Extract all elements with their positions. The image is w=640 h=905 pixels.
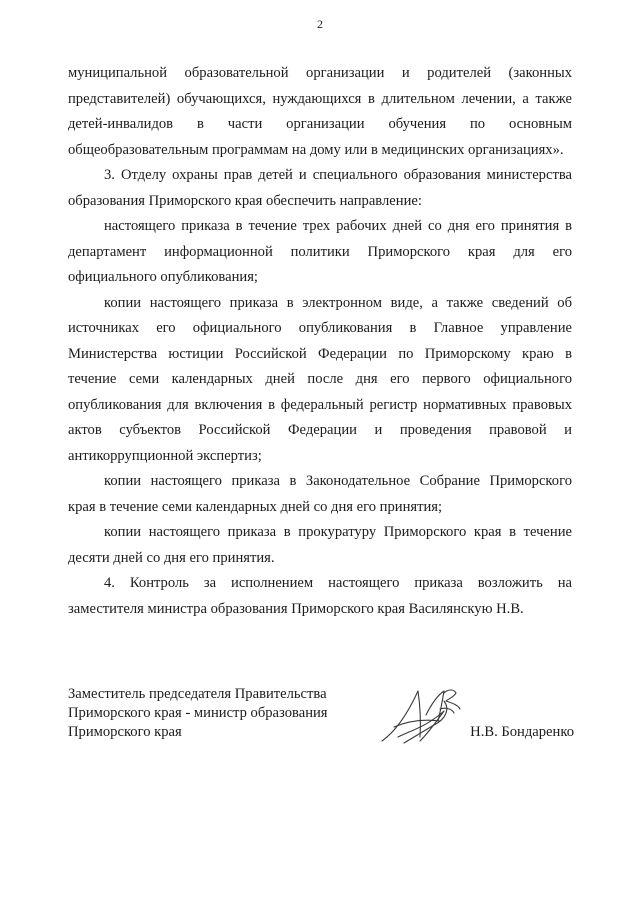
paragraph	[68, 520, 572, 571]
paragraph	[68, 571, 572, 622]
paragraph	[68, 291, 572, 470]
document-body	[68, 61, 572, 622]
paragraph	[68, 214, 572, 291]
signatory-title-line: Заместитель председателя Правительства	[68, 686, 327, 702]
text-line: актов субъектов Российской Федерации и проведения правовой и	[68, 422, 572, 438]
text-line: десяти дней со дня его принятия.	[68, 549, 275, 566]
text-line: заместителя министра образования Приморского края Василянскую Н.В.	[68, 600, 524, 617]
text-line: опубликования для включения в федеральный регистр нормативных правовых	[68, 396, 572, 413]
handwritten-signature	[374, 681, 472, 751]
text-line: течение семи календарных дней после дня его первого официального	[68, 371, 572, 387]
text-line: 3. Отделу охраны прав детей и специального образования министерства	[104, 167, 572, 183]
text-line: 4. Контроль за исполнением настоящего приказа возложить на	[104, 575, 572, 591]
text-line: антикоррупционной экспертиз;	[68, 447, 262, 464]
text-line: источниках его официального опубликования в Главное управление	[68, 320, 572, 336]
page-number: 2	[317, 17, 323, 31]
text-line: официального опубликования;	[68, 269, 258, 285]
text-line: копии настоящего приказа в электронном виде, а также сведений об	[104, 294, 572, 311]
text-line: настоящего приказа в течение трех рабочих дней со дня его принятия в	[104, 218, 572, 234]
text-line: муниципальной образовательной организации и родителей (законных	[68, 65, 572, 81]
text-line: края в течение семи календарных дней со дня его принятия;	[68, 498, 443, 515]
paragraph	[68, 469, 572, 520]
text-line: Министерства юстиции Российской Федерации по Приморскому краю в	[68, 345, 572, 362]
text-line: департамент информационной политики Приморского края для его	[68, 243, 572, 260]
text-line: детей-инвалидов в части организации обучения по основным	[68, 116, 572, 132]
paragraph	[68, 163, 572, 214]
text-line: копии настоящего приказа в Законодательное Собрание Приморского	[104, 473, 572, 489]
text-line: копии настоящего приказа в прокуратуру Приморского края в течение	[104, 524, 572, 540]
signatory-title-line: Приморского края - министр образования	[68, 705, 328, 721]
signatory-name: Н.В. Бондаренко	[470, 724, 574, 740]
signatory-title	[68, 685, 328, 742]
paragraph	[68, 61, 572, 163]
signature-block	[68, 685, 578, 755]
text-line: общеобразовательным программам на дому или в медицинских организациях».	[68, 141, 564, 158]
text-line: образования Приморского края обеспечить направление:	[68, 192, 422, 209]
text-line: представителей) обучающихся, нуждающихся в длительном лечении, а также	[68, 90, 572, 107]
signatory-title-line: Приморского края	[68, 724, 182, 740]
